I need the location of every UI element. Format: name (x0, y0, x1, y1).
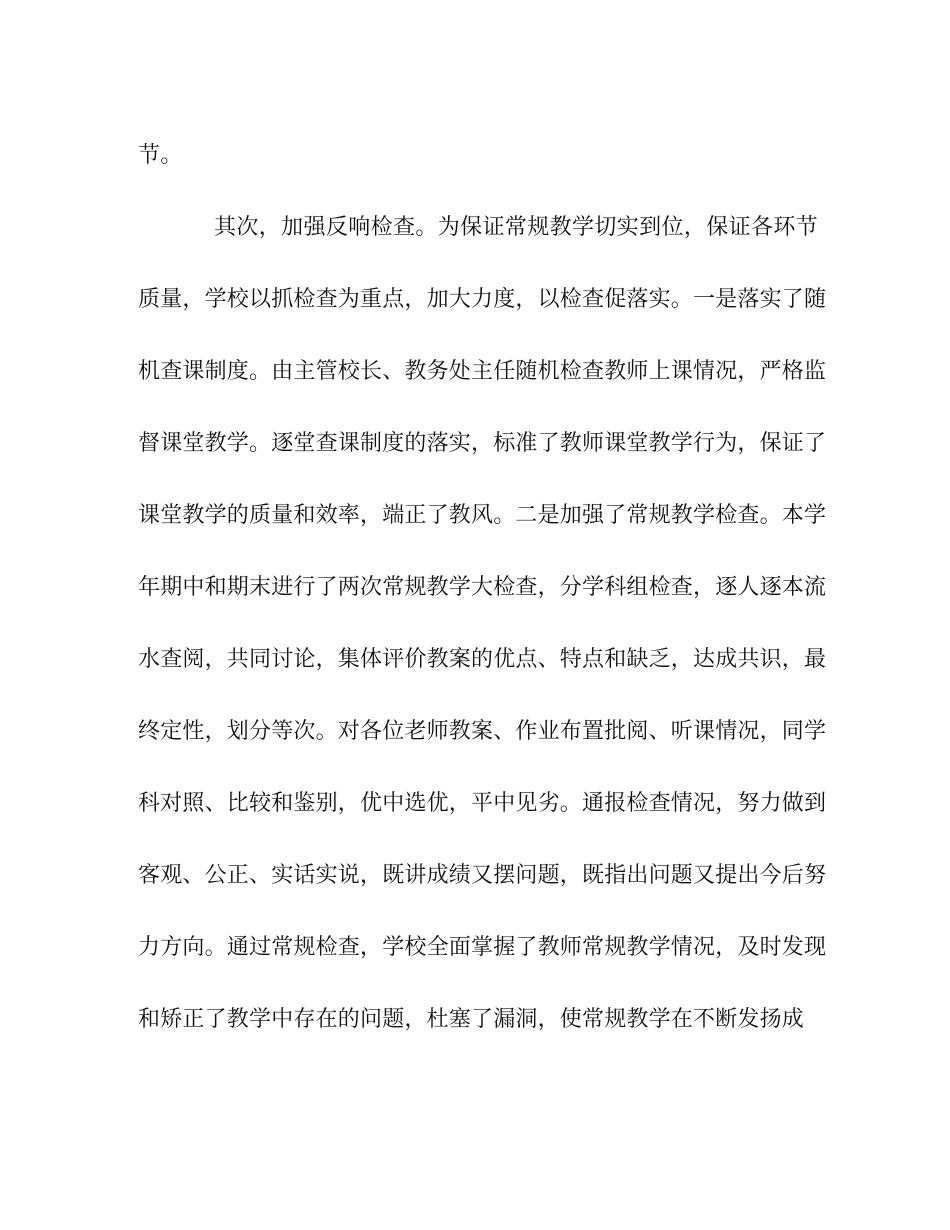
text-line-1: 节。 (138, 143, 183, 168)
text-line-7: 年期中和期末进行了两次常规教学大检查，分学科组检查，逐人逐本流 (138, 575, 827, 600)
text-line-10: 科对照、比较和鉴别，优中选优，平中见劣。通报检查情况，努力做到 (138, 791, 827, 816)
text-line-9: 终定性，划分等次。对各位老师教案、作业布置批阅、听课情况，同学 (138, 719, 827, 744)
text-line-8: 水查阅，共同讨论，集体评价教案的优点、特点和缺乏，达成共识，最 (138, 647, 827, 672)
text-line-5: 督课堂教学。逐堂查课制度的落实，标准了教师课堂教学行为，保证了 (138, 431, 827, 456)
text-line-12: 力方向。通过常规检查，学校全面掌握了教师常规教学情况，及时发现 (138, 935, 827, 960)
text-line-2-paragraph-start: 其次，加强反响检查。为保证常规教学切实到位，保证各环节 (214, 215, 818, 240)
text-line-3: 质量，学校以抓检查为重点，加大力度，以检查促落实。一是落实了随 (138, 287, 827, 312)
text-line-6: 课堂教学的质量和效率，端正了教风。二是加强了常规教学检查。本学 (138, 503, 827, 528)
text-line-4: 机查课制度。由主管校长、教务处主任随机检查教师上课情况，严格监 (138, 359, 827, 384)
text-line-13: 和矫正了教学中存在的问题，杜塞了漏洞，使常规教学在不断发扬成 (138, 1007, 805, 1032)
text-line-11: 客观、公正、实话实说，既讲成绩又摆问题，既指出问题又提出今后努 (138, 863, 827, 888)
